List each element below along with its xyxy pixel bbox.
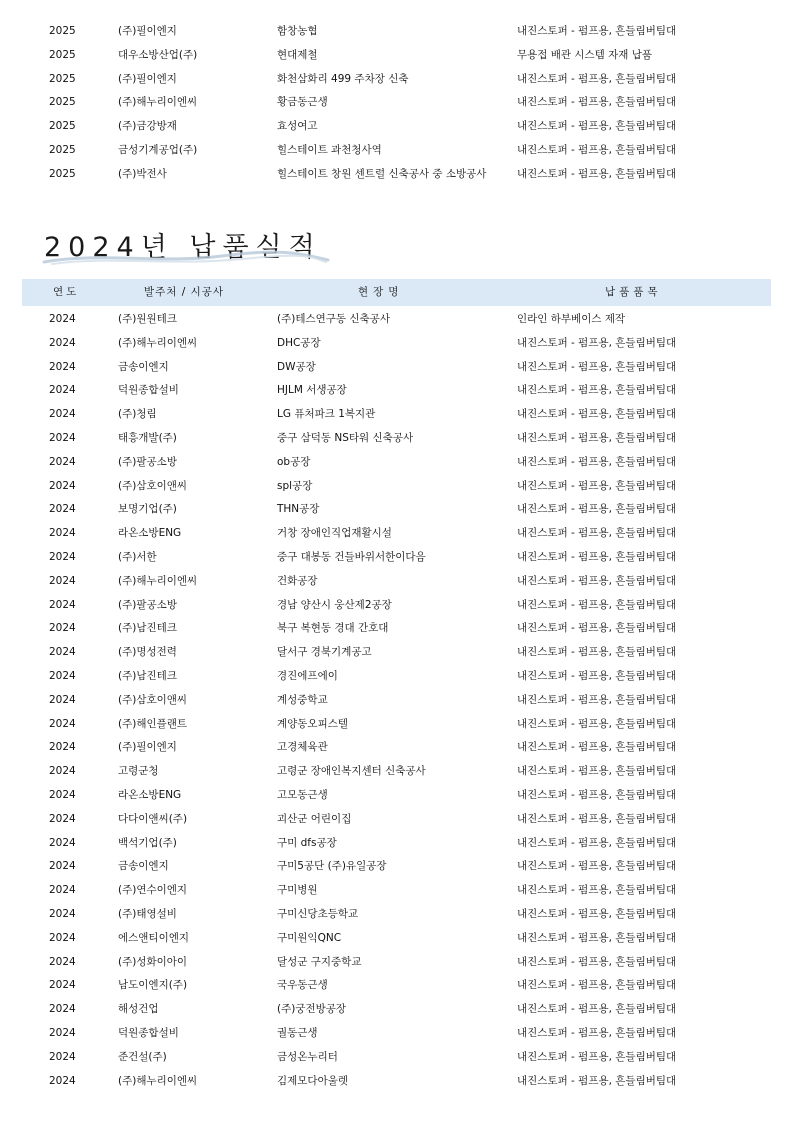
table-row	[0, 783, 793, 807]
row-client: 금성기계공업(주)	[118, 144, 198, 156]
row-client: (주)필이엔지	[118, 741, 177, 754]
row-client: (주)삼호이앤씨	[118, 479, 188, 492]
row-item: 내진스토퍼 - 펌프용, 흔들림버팀대	[517, 1003, 677, 1016]
table-row	[0, 355, 793, 379]
row-site: 달성군 구지중학교	[277, 955, 362, 968]
row-site: 계양동오피스텔	[277, 717, 349, 730]
row-client: 라온소방ENG	[118, 789, 182, 801]
row-site: 북구 복현동 경대 간호대	[277, 622, 389, 635]
row-year: 2025	[49, 167, 76, 180]
row-client: (주)남진테크	[118, 622, 177, 635]
row-site: spl공장	[277, 479, 313, 492]
row-year: 2024	[49, 574, 76, 587]
row-site: 건화공장	[277, 574, 318, 587]
table-row	[0, 402, 793, 426]
row-client: (주)연수이엔지	[118, 884, 188, 897]
row-item: 내진스토퍼 - 펌프용, 흔들림버팀대	[517, 670, 677, 682]
row-year: 2024	[49, 717, 76, 730]
row-item: 내진스토퍼 - 펌프용, 흔들림버팀대	[517, 1027, 677, 1039]
header-client: 발주처 / 시공사	[144, 286, 225, 298]
row-year: 2024	[49, 1003, 76, 1016]
row-site: 구미신당초등학교	[277, 908, 359, 920]
row-year: 2024	[49, 1050, 76, 1063]
row-year: 2024	[49, 884, 76, 897]
row-item: 내진스토퍼 - 펌프용, 흔들림버팀대	[517, 693, 677, 706]
table-row	[0, 67, 793, 91]
row-client: 준건설(주)	[118, 1050, 167, 1063]
row-site: 거창 장애인직업재활시설	[277, 527, 392, 540]
row-item: 내진스토퍼 - 펌프용, 흔들림버팀대	[517, 765, 677, 778]
row-item: 내진스토퍼 - 펌프용, 흔들림버팀대	[517, 717, 677, 730]
row-site: 중구 대봉동 건들바위서한이다음	[277, 551, 426, 563]
row-item: 내진스토퍼 - 펌프용, 흔들림버팀대	[517, 908, 677, 920]
row-item: 내진스토퍼 - 펌프용, 흔들림버팀대	[517, 25, 677, 37]
row-year: 2024	[49, 527, 76, 540]
row-client: (주)박전사	[118, 167, 167, 180]
row-year: 2025	[49, 120, 76, 133]
row-item: 내진스토퍼 - 펌프용, 흔들림버팀대	[517, 789, 677, 801]
table-row	[0, 712, 793, 736]
row-year: 2025	[49, 48, 76, 61]
row-client: (주)청림	[118, 408, 157, 421]
table-row	[0, 878, 793, 902]
row-item: 내진스토퍼 - 펌프용, 흔들림버팀대	[517, 167, 677, 180]
row-site: 국우동근생	[277, 979, 328, 992]
row-client: 고령군청	[118, 765, 159, 778]
table-row	[0, 43, 793, 67]
section-title: 2024년 납품실적	[44, 232, 322, 263]
row-item: 무용접 배관 시스템 자재 납품	[517, 48, 653, 61]
header-year: 연도	[53, 286, 80, 298]
row-year: 2024	[49, 979, 76, 992]
table-row	[0, 664, 793, 688]
row-year: 2024	[49, 384, 76, 397]
row-item: 내진스토퍼 - 펌프용, 흔들림버팀대	[517, 979, 677, 992]
row-item: 내진스토퍼 - 펌프용, 흔들림버팀대	[517, 646, 677, 659]
row-site: 힐스테이트 창원 센트럴 신축공사 중 소방공사	[277, 167, 487, 180]
row-site: LG 퓨처파크 1복지관	[277, 408, 376, 421]
row-item: 내진스토퍼 - 펌프용, 흔들림버팀대	[517, 884, 677, 897]
row-site: 김제모다아울렛	[277, 1074, 349, 1087]
table-row	[0, 1045, 793, 1069]
table-row	[0, 450, 793, 474]
row-item: 내진스토퍼 - 펌프용, 흔들림버팀대	[517, 860, 677, 873]
row-year: 2024	[49, 479, 76, 492]
row-item: 내진스토퍼 - 펌프용, 흔들림버팀대	[517, 622, 677, 635]
row-client: 덕원종합설비	[118, 1027, 179, 1039]
table-row	[0, 1021, 793, 1045]
row-client: 금송이엔지	[118, 360, 169, 373]
row-site: 고령군 장애인복지센터 신축공사	[277, 765, 426, 778]
table-row	[0, 640, 793, 664]
table-row	[0, 854, 793, 878]
table-row	[0, 426, 793, 450]
row-item: 내진스토퍼 - 펌프용, 흔들림버팀대	[517, 503, 677, 516]
row-client: (주)해누리이엔씨	[118, 96, 198, 109]
row-client: (주)팔공소방	[118, 598, 177, 611]
row-year: 2024	[49, 360, 76, 373]
row-year: 2024	[49, 551, 76, 563]
row-item: 내진스토퍼 - 펌프용, 흔들림버팀대	[517, 479, 677, 492]
table-row	[0, 807, 793, 831]
row-client: 다다이앤씨(주)	[118, 812, 188, 825]
row-client: (주)해누리이엔씨	[118, 1074, 198, 1087]
row-item: 내진스토퍼 - 펌프용, 흔들림버팀대	[517, 1050, 677, 1063]
row-client: (주)성화이아이	[118, 955, 188, 968]
row-year: 2024	[49, 432, 76, 444]
row-item: 내진스토퍼 - 펌프용, 흔들림버팀대	[517, 96, 677, 109]
row-client: (주)남진테크	[118, 670, 177, 682]
row-site: 구미병원	[277, 884, 318, 897]
row-year: 2024	[49, 765, 76, 778]
row-year: 2024	[49, 908, 76, 920]
row-client: 덕원종합설비	[118, 384, 179, 397]
table-row	[0, 378, 793, 402]
row-client: 백석기업(주)	[118, 836, 177, 849]
row-site: 금성온누리터	[277, 1050, 338, 1063]
row-item: 내진스토퍼 - 펌프용, 흔들림버팀대	[517, 741, 677, 754]
row-client: 해성건업	[118, 1003, 159, 1016]
table-row	[0, 593, 793, 617]
table-row	[0, 759, 793, 783]
row-year: 2024	[49, 622, 76, 635]
row-item: 내진스토퍼 - 펌프용, 흔들림버팀대	[517, 455, 677, 468]
row-item: 내진스토퍼 - 펌프용, 흔들림버팀대	[517, 144, 677, 156]
table-row	[0, 162, 793, 186]
row-item: 내진스토퍼 - 펌프용, 흔들림버팀대	[517, 812, 677, 825]
row-year: 2024	[49, 1027, 76, 1039]
row-year: 2024	[49, 1074, 76, 1087]
row-item: 내진스토퍼 - 펌프용, 흔들림버팀대	[517, 836, 677, 849]
row-item: 내진스토퍼 - 펌프용, 흔들림버팀대	[517, 360, 677, 373]
row-client: 태흥개발(주)	[118, 432, 177, 444]
table-row	[0, 497, 793, 521]
row-site: HJLM 서생공장	[277, 384, 347, 397]
table-row	[0, 90, 793, 114]
table-row	[0, 521, 793, 545]
row-site: DHC공장	[277, 336, 321, 349]
table-row	[0, 831, 793, 855]
row-client: 라온소방ENG	[118, 527, 182, 540]
row-site: 중구 삼덕동 NS타워 신축공사	[277, 432, 414, 444]
row-site: 구미5공단 (주)유일공장	[277, 860, 387, 873]
table-row	[0, 688, 793, 712]
row-year: 2024	[49, 408, 76, 421]
table-row	[0, 545, 793, 569]
row-client: (주)해인플랜트	[118, 717, 188, 730]
table-header	[22, 279, 771, 306]
table-row	[0, 1069, 793, 1093]
row-year: 2024	[49, 741, 76, 754]
table-row	[0, 926, 793, 950]
row-year: 2024	[49, 860, 76, 873]
row-site: 고모동근생	[277, 789, 328, 801]
row-client: (주)서한	[118, 551, 157, 563]
title-swoosh-decoration	[42, 250, 332, 266]
row-year: 2024	[49, 955, 76, 968]
row-item: 내진스토퍼 - 펌프용, 흔들림버팀대	[517, 336, 677, 349]
row-client: 남도이엔지(주)	[118, 979, 188, 992]
row-site: 달서구 경북기계공고	[277, 646, 372, 659]
row-site: DW공장	[277, 360, 316, 373]
row-item: 내진스토퍼 - 펌프용, 흔들림버팀대	[517, 120, 677, 133]
row-item: 내진스토퍼 - 펌프용, 흔들림버팀대	[517, 551, 677, 563]
row-site: (주)테스연구동 신축공사	[277, 313, 390, 325]
row-site: 계성중학교	[277, 693, 328, 706]
row-site: 황금동근생	[277, 96, 328, 109]
row-year: 2025	[49, 72, 76, 85]
row-year: 2024	[49, 455, 76, 468]
row-site: ob공장	[277, 455, 311, 468]
header-site: 현장명	[358, 286, 404, 298]
row-year: 2024	[49, 503, 76, 516]
table-row	[0, 569, 793, 593]
table-row	[0, 474, 793, 498]
row-year: 2024	[49, 598, 76, 611]
row-year: 2024	[49, 693, 76, 706]
table-row	[0, 902, 793, 926]
row-year: 2024	[49, 646, 76, 659]
row-item: 내진스토퍼 - 펌프용, 흔들림버팀대	[517, 1074, 677, 1087]
header-item: 납품품목	[605, 286, 662, 298]
row-site: 함창농협	[277, 25, 318, 37]
row-site: 구미 dfs공장	[277, 836, 337, 849]
row-site: 구미원익QNC	[277, 931, 342, 944]
table-row	[0, 616, 793, 640]
row-year: 2024	[49, 313, 76, 325]
row-site: 현대제철	[277, 48, 318, 61]
row-year: 2024	[49, 836, 76, 849]
row-client: (주)필이엔지	[118, 72, 177, 85]
row-site: 궐동근생	[277, 1027, 318, 1039]
row-item: 내진스토퍼 - 펌프용, 흔들림버팀대	[517, 574, 677, 587]
row-client: (주)명성전력	[118, 646, 177, 659]
row-item: 내진스토퍼 - 펌프용, 흔들림버팀대	[517, 72, 677, 85]
row-client: (주)원원테크	[118, 313, 177, 325]
table-row	[0, 114, 793, 138]
row-client: (주)해누리이엔씨	[118, 574, 198, 587]
row-item: 내진스토퍼 - 펌프용, 흔들림버팀대	[517, 955, 677, 968]
row-site: 힐스테이트 과천청사역	[277, 144, 382, 156]
row-item: 내진스토퍼 - 펌프용, 흔들림버팀대	[517, 598, 677, 611]
table-row	[0, 138, 793, 162]
table-row	[0, 997, 793, 1021]
table-row	[0, 735, 793, 759]
row-site: 경진에프에이	[277, 670, 338, 682]
row-site: 화천삼화리 499 주차장 신축	[277, 72, 409, 85]
table-row	[0, 331, 793, 355]
row-client: 에스앤티이엔지	[118, 931, 190, 944]
row-site: 효성여고	[277, 120, 318, 133]
row-client: 금송이엔지	[118, 860, 169, 873]
row-year: 2025	[49, 25, 76, 37]
row-item: 인라인 하부베이스 제작	[517, 313, 626, 325]
row-year: 2024	[49, 789, 76, 801]
row-item: 내진스토퍼 - 펌프용, 흔들림버팀대	[517, 432, 677, 444]
row-client: (주)태영설비	[118, 908, 177, 920]
row-client: 보명기업(주)	[118, 503, 177, 516]
row-site: (주)궁전방공장	[277, 1003, 347, 1016]
row-site: THN공장	[277, 503, 320, 516]
row-client: (주)해누리이엔씨	[118, 336, 198, 349]
row-item: 내진스토퍼 - 펌프용, 흔들림버팀대	[517, 527, 677, 540]
row-item: 내진스토퍼 - 펌프용, 흔들림버팀대	[517, 408, 677, 421]
row-item: 내진스토퍼 - 펌프용, 흔들림버팀대	[517, 384, 677, 397]
row-client: (주)필이엔지	[118, 25, 177, 37]
row-client: (주)삼호이앤씨	[118, 693, 188, 706]
row-year: 2025	[49, 144, 76, 156]
row-year: 2024	[49, 670, 76, 682]
row-year: 2024	[49, 931, 76, 944]
row-year: 2025	[49, 96, 76, 109]
row-client: (주)팔공소방	[118, 455, 177, 468]
row-item: 내진스토퍼 - 펌프용, 흔들림버팀대	[517, 931, 677, 944]
table-row	[0, 950, 793, 974]
table-row	[0, 973, 793, 997]
row-site: 경남 양산시 웅산제2공장	[277, 598, 392, 611]
row-client: (주)금강방재	[118, 120, 177, 133]
row-year: 2024	[49, 812, 76, 825]
row-client: 대우소방산업(주)	[118, 48, 198, 61]
row-site: 고경체육관	[277, 741, 328, 754]
row-year: 2024	[49, 336, 76, 349]
row-site: 괴산군 어린이집	[277, 812, 352, 825]
table-row	[0, 307, 793, 331]
table-row	[0, 19, 793, 43]
